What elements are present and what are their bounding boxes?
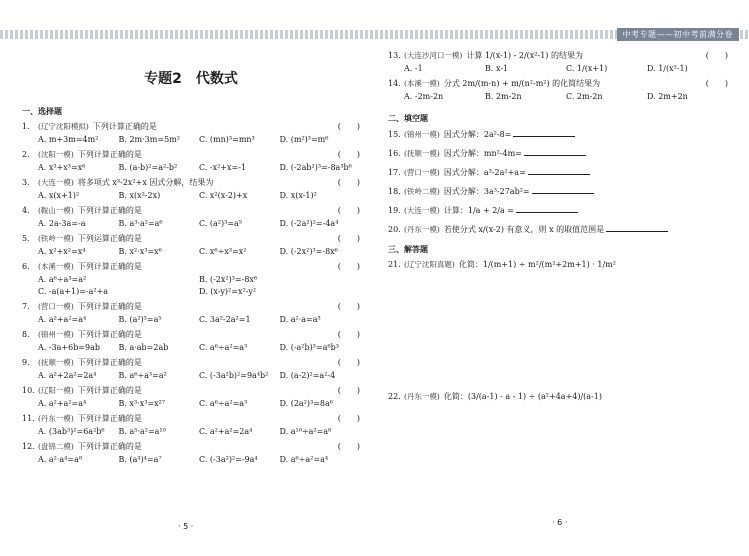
option-item: A. x(x+1)² — [38, 191, 80, 200]
option-item: D. (a-2)²=a²-4 — [279, 371, 336, 380]
question-source: (丹东一模) — [404, 392, 440, 401]
question-stem: 若使分式 x/(x-2) 有意义，则 x 的取值范围是 — [443, 225, 605, 234]
option-list — [22, 426, 360, 438]
fill-question — [388, 128, 728, 141]
question-line — [22, 261, 360, 272]
left-page — [22, 56, 360, 469]
question-line — [22, 413, 360, 424]
right-page — [388, 50, 728, 403]
question-stem: 因式分解：mn²-4m= — [443, 149, 522, 158]
question-line — [388, 78, 728, 89]
question-source: (鞍山一模) — [38, 206, 74, 215]
question-number: 21. — [388, 260, 401, 269]
option-item: C. a⁶÷a²=a³ — [199, 343, 248, 352]
question-line — [22, 121, 360, 132]
option-list — [22, 314, 360, 326]
question-list-fill — [388, 128, 728, 236]
section-heading-choice: 一、选择题 — [22, 107, 62, 116]
option-list — [22, 274, 360, 298]
page-number-right: · 6 · — [552, 518, 568, 527]
option-item: A. 2a-3a=-a — [38, 219, 86, 228]
option-item: B. x-1 — [485, 64, 509, 73]
question-source: (锦州一模) — [38, 330, 74, 339]
question-number: 16. — [388, 149, 401, 158]
option-list — [22, 218, 360, 230]
option-item: C. a⁶÷a²=a³ — [199, 399, 248, 408]
option-item: B. (a-b)²=a²-b² — [118, 163, 178, 172]
option-item: D. (-2a²)²=-4a⁴ — [279, 219, 339, 228]
option-item: B. x³·x³=x²⁷ — [118, 399, 166, 408]
question-line — [22, 301, 360, 312]
question-stem: 因式分解：2a²-8= — [443, 130, 512, 139]
option-item: A. -3a+6b=9ab — [38, 343, 101, 352]
question-item — [22, 357, 360, 382]
answer-paren: ( ) — [337, 262, 360, 271]
option-item: D. a²·a=a³ — [279, 315, 321, 324]
question-line — [22, 329, 360, 340]
question-source: (营口一模) — [38, 302, 74, 311]
question-line — [388, 50, 728, 61]
question-line — [22, 441, 360, 452]
option-item: C. (mn)³=mn³ — [199, 135, 255, 144]
answer-paren: ( ) — [337, 358, 360, 367]
fill-question — [388, 185, 728, 198]
question-number: 12. — [22, 442, 35, 451]
option-list — [388, 63, 728, 75]
question-stem: 下列计算正确的是 — [77, 150, 142, 159]
option-list — [22, 162, 360, 174]
question-source: (辽宁沈阳真题) — [404, 260, 455, 269]
option-item: D. 2m+2n — [647, 92, 688, 101]
option-item: B. x²·x³=x⁶ — [118, 247, 162, 256]
answer-blank — [532, 185, 594, 194]
question-source: (大连一模) — [404, 206, 440, 215]
option-item: D. (-2ab²)³=-8a³b⁶ — [279, 163, 352, 172]
answer-blank — [524, 147, 586, 156]
option-item: D. (m²)³=m⁶ — [279, 135, 329, 144]
page-number-left: · 5 · — [178, 522, 194, 531]
section-heading-solve: 三、解答题 — [388, 245, 428, 254]
option-item: D. x(x-1)² — [279, 191, 317, 200]
question-list — [22, 121, 360, 466]
question-source: (抚顺一模) — [38, 358, 74, 367]
question-source: (铁岭一模) — [38, 234, 74, 243]
question-item — [22, 301, 360, 326]
option-item: A. x³+x³=x⁶ — [38, 163, 86, 172]
option-item: C. 2m-2n — [566, 92, 603, 101]
question-number: 1. — [22, 122, 30, 131]
question-number: 13. — [388, 51, 401, 60]
question-stem: 下列计算正确的是 — [77, 206, 142, 215]
question-line — [22, 149, 360, 160]
question-source: (铁岭二模) — [404, 187, 440, 196]
question-source: (大连一模) — [38, 178, 74, 187]
option-item: C. 3a²-2a²=1 — [199, 315, 251, 324]
question-item — [22, 205, 360, 230]
question-source: (锦州一模) — [404, 130, 440, 139]
answer-paren: ( ) — [705, 79, 728, 88]
option-list — [22, 134, 360, 146]
option-item: A. a²+a²=a⁴ — [38, 315, 87, 324]
option-item: C. -a(a+1)=-a²+a — [38, 287, 109, 296]
question-line — [22, 177, 360, 188]
option-item: B. (-2x²)³=-8x⁶ — [199, 275, 258, 284]
answer-paren: ( ) — [337, 386, 360, 395]
question-source: (盘锦二模) — [38, 442, 74, 451]
question-item — [22, 329, 360, 354]
question-source: (丹东一模) — [38, 414, 74, 423]
question-number: 11. — [22, 414, 35, 423]
option-list — [388, 91, 728, 103]
question-item — [388, 78, 728, 103]
question-line — [22, 385, 360, 396]
question-stem: 分式 2m/(m-n) + m/(n²-m²) 的化简结果为 — [443, 79, 601, 88]
option-item: A. a⁶÷a³=a² — [38, 275, 87, 284]
question-source: (沈阳一模) — [38, 150, 74, 159]
option-item: B. x(x²-2x) — [118, 191, 161, 200]
option-item: B. a⁵·a²=a¹⁰ — [118, 427, 166, 436]
question-number: 14. — [388, 79, 401, 88]
answer-paren: ( ) — [337, 206, 360, 215]
option-item: C. x⁶÷x³=x² — [199, 247, 247, 256]
answer-paren: ( ) — [337, 442, 360, 451]
answer-blank — [516, 204, 578, 213]
solve-question — [388, 259, 728, 271]
question-source: (本溪一模) — [404, 79, 440, 88]
option-list — [22, 370, 360, 382]
question-stem: 化简：(3/(a-1) - a - 1) ÷ (a²+4a+4)/(a-1) — [443, 392, 602, 401]
option-item: A. -1 — [404, 64, 423, 73]
question-number: 22. — [388, 392, 401, 401]
question-line — [22, 205, 360, 216]
question-line — [22, 233, 360, 244]
option-item: C. 1/(x+1) — [566, 64, 608, 73]
fill-question — [388, 223, 728, 236]
option-item: C. (-3a²b)²=9a⁴b² — [199, 371, 269, 380]
question-stem: 将多项式 x³-2x²+x 因式分解，结果为 — [77, 178, 214, 187]
option-item: C. (a²)³=a⁵ — [199, 219, 243, 228]
option-list — [22, 342, 360, 354]
question-stem: 下列计算正确的是 — [77, 414, 142, 423]
option-item: A. -2m-2n — [404, 92, 444, 101]
question-number: 8. — [22, 330, 30, 339]
question-stem: 因式分解：a³-2a²+a= — [443, 168, 526, 177]
question-item — [22, 385, 360, 410]
option-item: C. a²+a²=2a⁴ — [199, 427, 253, 436]
question-source: (营口一模) — [404, 168, 440, 177]
option-item: D. a¹⁰÷a²=a⁸ — [279, 427, 332, 436]
section-heading-fill: 二、填空题 — [388, 114, 428, 123]
question-number: 3. — [22, 178, 30, 187]
question-number: 7. — [22, 302, 30, 311]
answer-paren: ( ) — [337, 302, 360, 311]
option-item: D. a⁶÷a²=a⁴ — [279, 455, 329, 464]
question-number: 20. — [388, 225, 401, 234]
option-item: C. -x²+x=-1 — [199, 163, 247, 172]
answer-paren: ( ) — [337, 122, 360, 131]
question-stem: 下列计算正确的是 — [77, 386, 142, 395]
option-list — [22, 398, 360, 410]
answer-paren: ( ) — [337, 150, 360, 159]
question-number: 2. — [22, 150, 30, 159]
fill-question — [388, 166, 728, 179]
question-stem: 化简：1/(m+1) ÷ m²/(m²+2m+1) · 1/m² — [458, 260, 616, 269]
option-item: B. a³·a²=a⁶ — [118, 219, 163, 228]
option-list — [22, 246, 360, 258]
question-source: (丹东一模) — [404, 225, 440, 234]
question-source: (大连沙河口一模) — [404, 51, 463, 60]
option-item: D. (-2x²)³=-8x⁶ — [279, 247, 338, 256]
option-item: D. (-a²b)³=a⁶b³ — [279, 343, 339, 352]
question-number: 4. — [22, 206, 30, 215]
question-number: 5. — [22, 234, 30, 243]
option-list — [22, 190, 360, 202]
question-item — [22, 233, 360, 258]
option-item: C. x²(x-2)+x — [199, 191, 248, 200]
option-item: A. a²+2a²=2a⁴ — [38, 371, 97, 380]
answer-blank — [528, 166, 590, 175]
option-list — [22, 454, 360, 466]
question-number: 17. — [388, 168, 401, 177]
option-item: B. (a²)³=a⁵ — [118, 315, 162, 324]
question-item — [22, 413, 360, 438]
question-item — [22, 149, 360, 174]
question-stem: 下列计算正确的是 — [77, 302, 142, 311]
option-item: A. x²+x²=x⁴ — [38, 247, 86, 256]
option-item: A. a²+a²=a⁴ — [38, 399, 87, 408]
question-number: 18. — [388, 187, 401, 196]
question-stem: 下列计算正确的是 — [77, 442, 142, 451]
option-item: C. (-3a²)²=-9a⁴ — [199, 455, 258, 464]
answer-paren: ( ) — [337, 330, 360, 339]
option-item: B. (a³)⁴=a⁷ — [118, 455, 162, 464]
option-item: A. a²·a⁴=a⁸ — [38, 455, 83, 464]
option-item: D. 1/(x²-1) — [647, 64, 688, 73]
option-item: B. a⁶÷a³=a² — [118, 371, 167, 380]
solve-question — [388, 391, 728, 403]
question-item — [22, 177, 360, 202]
series-label: 中考专题——初中考前满分卷 — [617, 28, 740, 41]
option-item: B. 2m·3m=5m² — [118, 135, 180, 144]
question-list-solve — [388, 259, 728, 403]
question-item — [388, 50, 728, 75]
question-stem: 下列计算正确的是 — [92, 122, 157, 131]
question-item — [22, 121, 360, 146]
option-item: D. (x-y)²=x²-y² — [199, 287, 257, 296]
option-item: A. m+3m=4m² — [38, 135, 99, 144]
question-item — [22, 441, 360, 466]
question-list-choice — [388, 50, 728, 103]
question-source: (辽阳一模) — [38, 386, 74, 395]
option-item: B. a·ab=2ab — [118, 343, 169, 352]
question-stem: 下列计算正确的是 — [77, 358, 142, 367]
answer-paren: ( ) — [705, 51, 728, 60]
answer-paren: ( ) — [337, 414, 360, 423]
answer-paren: ( ) — [337, 178, 360, 187]
question-number: 9. — [22, 358, 30, 367]
question-item — [22, 261, 360, 298]
answer-blank — [606, 223, 668, 232]
question-stem: 下列计算正确的是 — [77, 262, 142, 271]
question-number: 19. — [388, 206, 401, 215]
answer-blank — [513, 128, 575, 137]
question-source: (抚顺一模) — [404, 149, 440, 158]
question-source: (辽宁沈阳模拟) — [38, 122, 89, 131]
question-number: 15. — [388, 130, 401, 139]
question-source: (本溪一模) — [38, 262, 74, 271]
question-stem: 计算：1/a + 2/a = — [443, 206, 515, 215]
fill-question — [388, 147, 728, 160]
option-item: A. (3ab³)²=6a²b⁶ — [38, 427, 105, 436]
option-item: B. 2m-2n — [485, 92, 522, 101]
question-stem: 因式分解：3a³-27ab²= — [443, 187, 530, 196]
option-item: D. (2a²)³=8a⁶ — [279, 399, 333, 408]
question-stem: 下列运算正确的是 — [77, 234, 142, 243]
fill-question — [388, 204, 728, 217]
question-stem: 计算 1/(x-1) - 2/(x²-1) 的结果为 — [466, 51, 583, 60]
answer-paren: ( ) — [337, 234, 360, 243]
question-line — [22, 357, 360, 368]
question-stem: 下列计算正确的是 — [77, 330, 142, 339]
page-title: 专题2 代数式 — [144, 71, 238, 87]
question-number: 10. — [22, 386, 35, 395]
question-number: 6. — [22, 262, 30, 271]
